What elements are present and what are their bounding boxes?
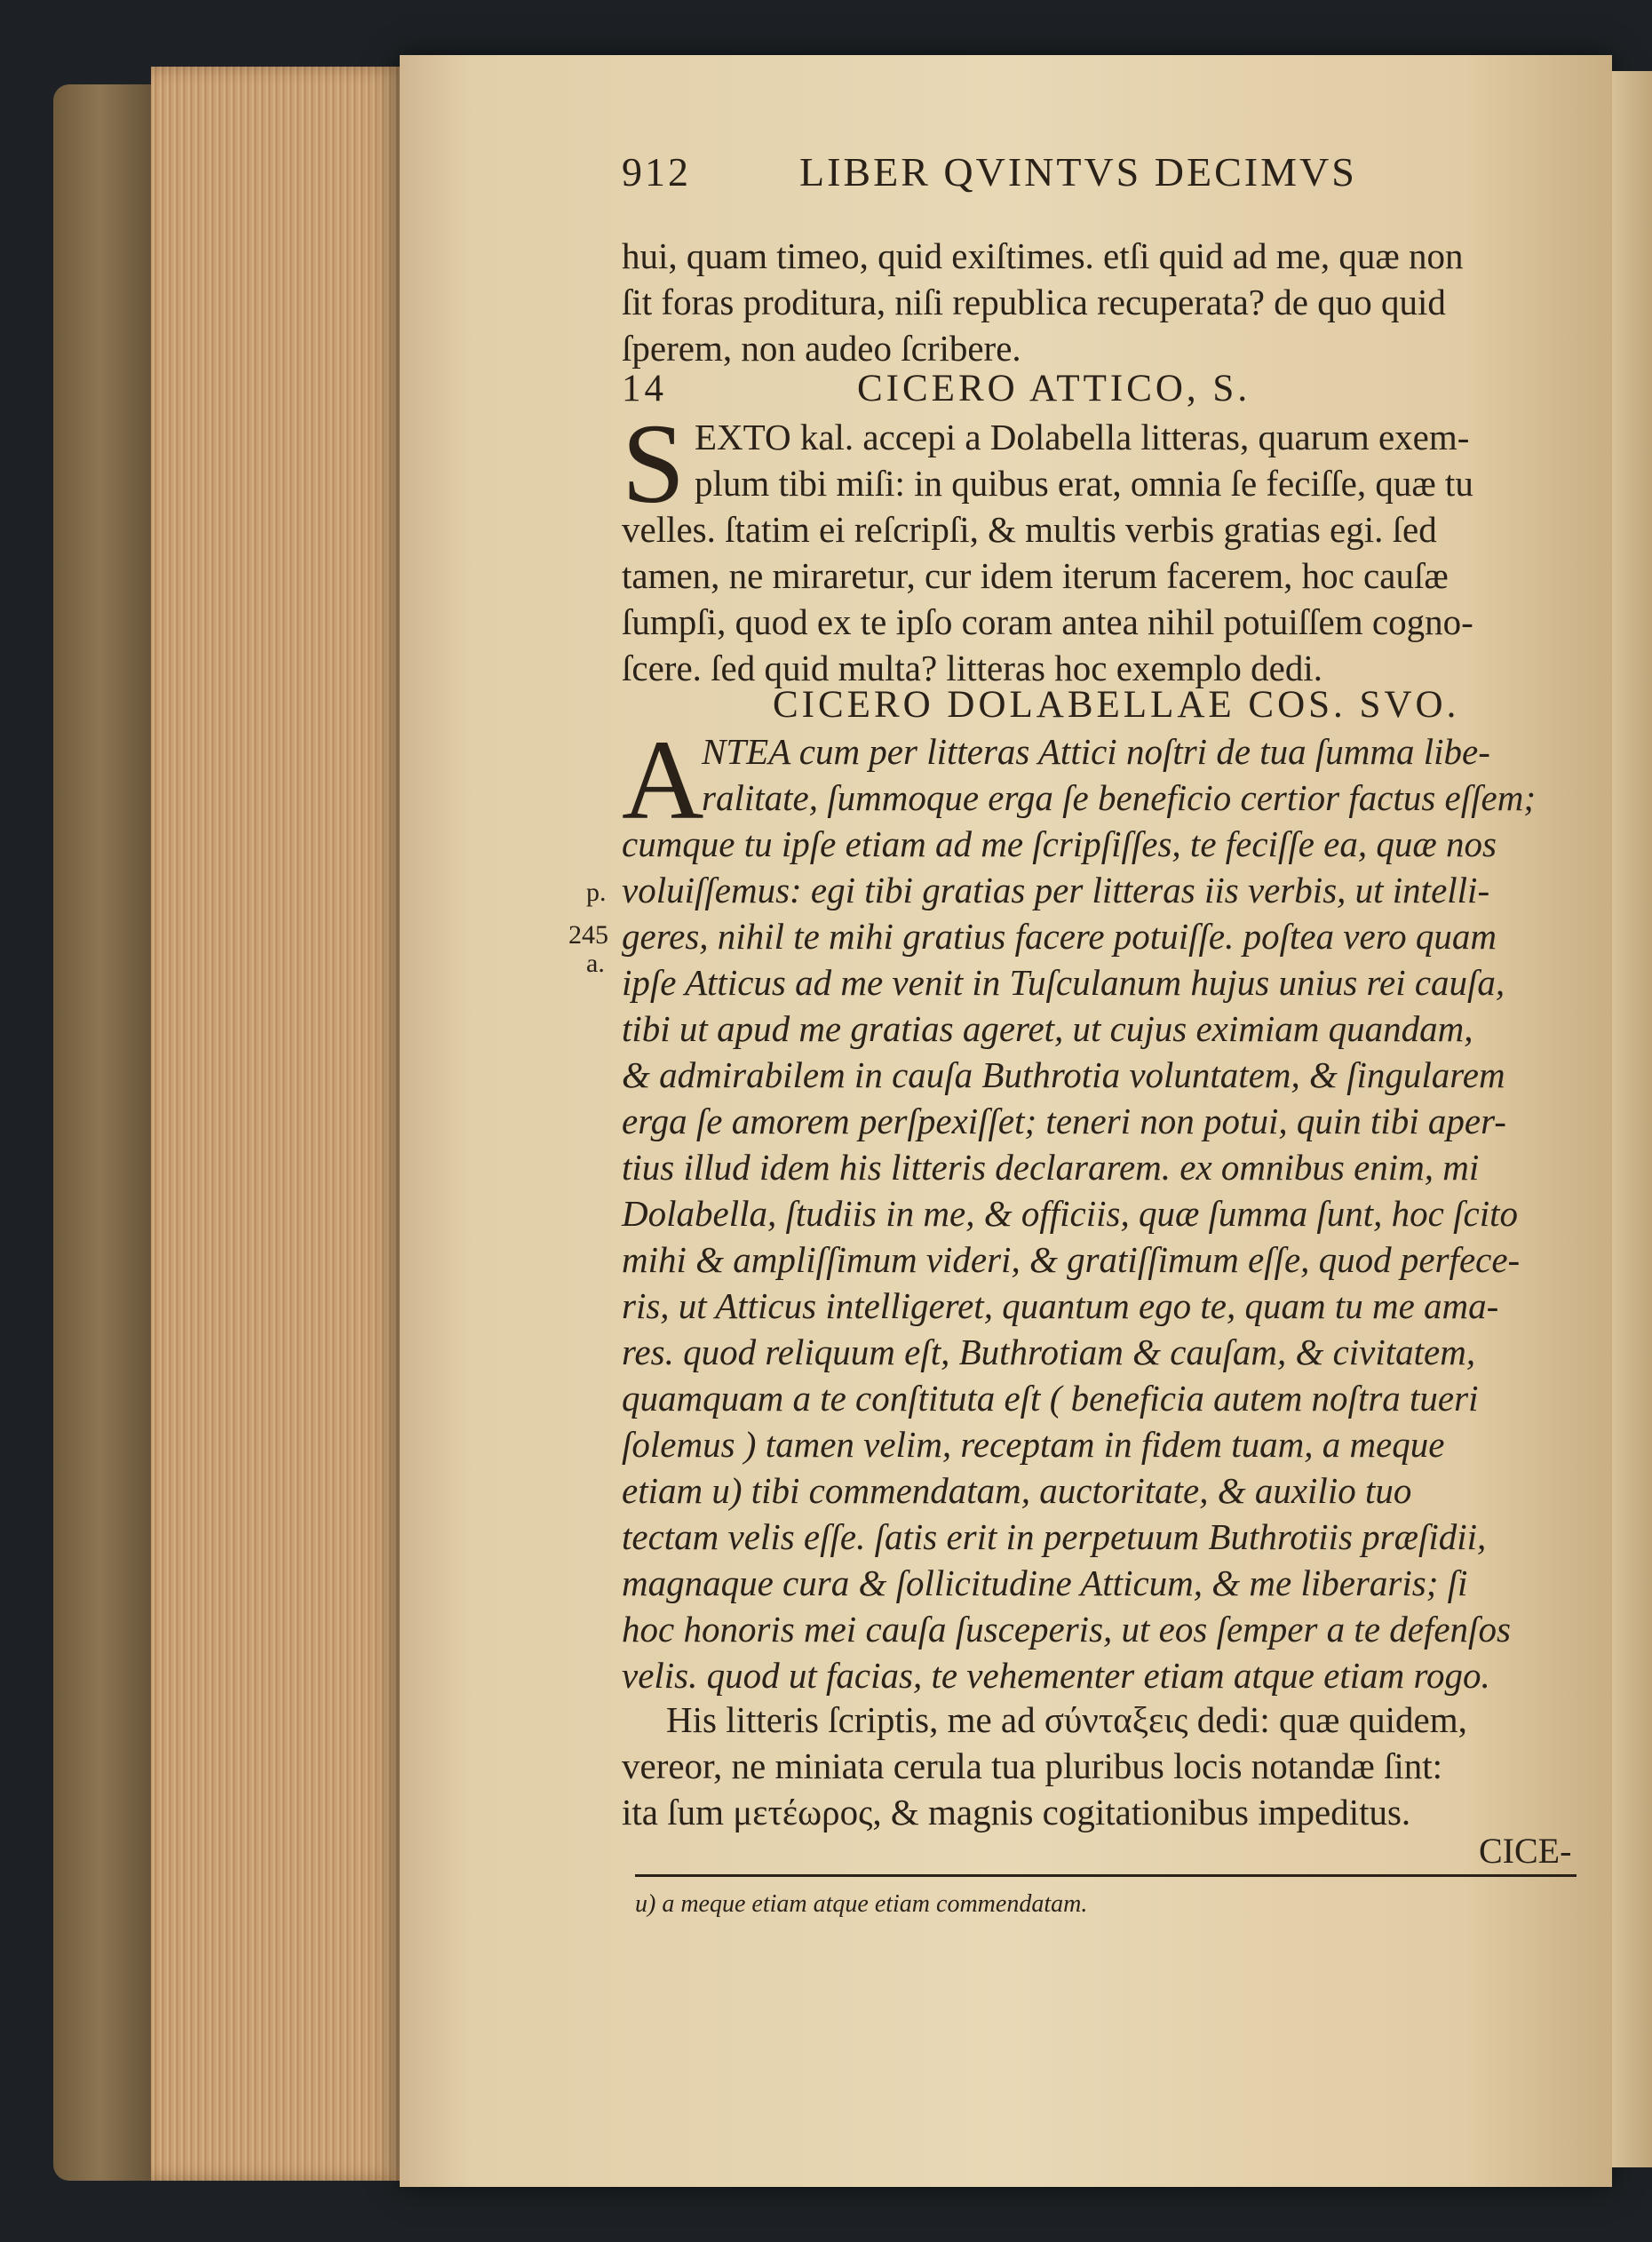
letter-line: Dolabella, ſtudiis in me, & officiis, quæ ſumma ſunt, hoc ſcito <box>622 1193 1519 1234</box>
letter-heading: CICERO DOLABELLAE COS. SVO. <box>773 684 1460 726</box>
body-line: ſperem, non audeo ſcribere. <box>622 328 1021 369</box>
footnote: u) a meque etiam atque etiam commendatam. <box>635 1890 1088 1918</box>
letter-heading-line <box>622 366 1581 412</box>
letter-number: 14 <box>622 368 667 409</box>
letter-line: geres, nihil te mihi gratius facere potuiſſe. poſtea vero quam <box>622 916 1497 957</box>
letter-line: ris, ut Atticus intelligeret, quantum ego te, quam tu me ama- <box>622 1285 1499 1326</box>
letter-line: EXTO kal. accepi a Dolabella litteras, quarum exem- <box>695 417 1470 457</box>
body-line: hui, quam timeo, quid exiſtimes. etſi quid ad me, quæ non <box>622 235 1464 276</box>
letter-line: quamquam a te conſtituta eſt ( beneficia autem noſtra tueri <box>622 1378 1479 1419</box>
letter-line: ſumpſi, quod ex te ipſo coram antea nihil potuiſſem cogno- <box>622 601 1473 642</box>
closing-line: vereor, ne miniata cerula tua pluribus locis notandæ ſint: <box>622 1745 1443 1786</box>
letter-line: ipſe Atticus ad me venit in Tuſculanum hujus unius rei cauſa, <box>622 962 1505 1003</box>
drop-cap: A <box>622 717 704 843</box>
letter-line: cumque tu ipſe etiam ad me ſcripſiſſes, te feciſſe ea, quæ nos <box>622 823 1497 864</box>
letter-line: res. quod reliquum eſt, Buthrotiam & cauſam, & civitatem, <box>622 1332 1476 1372</box>
running-title: LIBER QVINTVS DECIMVS <box>799 149 1357 195</box>
letter-line: tius illud idem his litteris declararem. ex omnibus enim, mi <box>622 1147 1480 1188</box>
letter-line: voluiſſemus: egi tibi gratias per litteras iis verbis, ut intelli- <box>622 870 1490 910</box>
letter-line: magnaque cura & ſollicitudine Atticum, & me liberaris; ſi <box>622 1562 1468 1603</box>
letter-line: ſcere. ſed quid multa? litteras hoc exemplo dedi. <box>622 648 1322 688</box>
letter-line: velis. quod ut facias, te vehementer etiam atque etiam rogo. <box>622 1655 1490 1696</box>
margin-note-p: p. <box>586 878 607 907</box>
page-edges <box>151 67 417 2181</box>
body-line: ſit foras proditura, niſi republica recuperata? de quo quid <box>622 282 1446 322</box>
letter-line: mihi & ampliſſimum videri, & gratiſſimum eſſe, quod perfece- <box>622 1239 1521 1280</box>
letter-line: erga ſe amorem perſpexiſſet; teneri non potui, quin tibi aper- <box>622 1101 1506 1141</box>
footnote-rule <box>635 1874 1577 1877</box>
letter-line: hoc honoris mei cauſa ſusceperis, ut eos ſemper a te defenſos <box>622 1609 1511 1650</box>
letter-heading: CICERO ATTICO, S. <box>857 368 1251 409</box>
catchword: CICE- <box>1479 1831 1572 1871</box>
closing-line: ita ſum μετέωρος, & magnis cogitationibus impeditus. <box>622 1792 1411 1833</box>
facing-page-edge <box>1612 71 1652 2167</box>
letter-line: & admirabilem in cauſa Buthrotia voluntatem, & ſingularem <box>622 1054 1505 1095</box>
margin-note-page: 245 <box>568 920 608 950</box>
letter-line: tectam velis eſſe. ſatis erit in perpetuum Buthrotiis præſidii, <box>622 1516 1487 1557</box>
letter-line: ſolemus ) tamen velim, receptam in fidem tuam, a meque <box>622 1424 1445 1465</box>
letter-line: ralitate, ſummoque erga ſe beneficio certior factus eſſem; <box>702 777 1536 818</box>
letter-line: tamen, ne miraretur, cur idem iterum facerem, hoc cauſæ <box>622 555 1449 596</box>
drop-cap: S <box>622 401 686 527</box>
margin-note-a: a. <box>586 949 605 978</box>
closing-line: His litteris ſcriptis, me ad σύνταξεις dedi: quæ quidem, <box>666 1699 1467 1740</box>
letter-line: plum tibi miſi: in quibus erat, omnia ſe feciſſe, quæ tu <box>695 463 1473 504</box>
letter-line: velles. ſtatim ei reſcripſi, & multis verbis gratias egi. ſed <box>622 509 1437 550</box>
letter-line: etiam u) tibi commendatam, auctoritate, & auxilio tuo <box>622 1470 1412 1511</box>
letter-line: tibi ut apud me gratias ageret, ut cujus eximiam quandam, <box>622 1008 1473 1049</box>
page-number: 912 <box>622 149 691 195</box>
letter-line: NTEA cum per litteras Attici noſtri de tua ſumma libe- <box>702 731 1490 772</box>
